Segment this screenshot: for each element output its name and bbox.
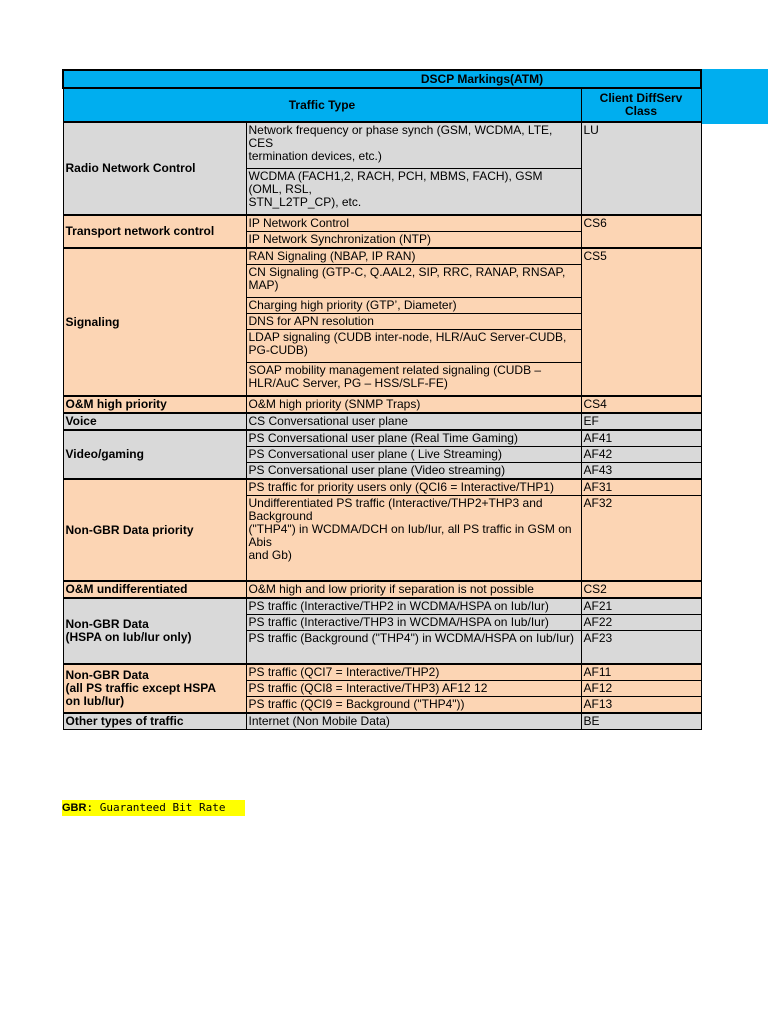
group-non-gbr-data-all-ps: Non-GBR Data (all PS traffic except HSPA on Iub/Iur) — [63, 664, 246, 713]
group-other-traffic: Other types of traffic — [63, 713, 246, 730]
traffic-description: PS traffic (QCI7 = Interactive/THP2) — [246, 664, 581, 681]
diffserv-class: AF41 — [581, 430, 701, 447]
traffic-description: IP Network Synchronization (NTP) — [246, 232, 581, 249]
traffic-description: PS Conversational user plane ( Live Streaming) — [246, 447, 581, 463]
diffserv-class: AF42 — [581, 447, 701, 463]
diffserv-class: CS6 — [581, 215, 701, 248]
group-video-gaming: Video/gaming — [63, 430, 246, 479]
traffic-description: SOAP mobility management related signaling (CUDB – HLR/AuC Server, PG – HSS/SLF-FE) — [246, 363, 581, 397]
traffic-description: DNS for APN resolution — [246, 314, 581, 330]
table-row — [63, 598, 701, 615]
gbr-footnote — [62, 800, 245, 816]
diffserv-class: AF31 — [581, 479, 701, 496]
table-row — [63, 713, 701, 730]
diffserv-class: AF13 — [581, 697, 701, 714]
diffserv-class: AF43 — [581, 463, 701, 480]
group-non-gbr-data-priority: Non-GBR Data priority — [63, 479, 246, 581]
traffic-description: IP Network Control — [246, 215, 581, 232]
traffic-description: WCDMA (FACH1,2, RACH, PCH, MBMS, FACH), GSM (OML, RSL, STN_L2TP_CP), etc. — [246, 169, 581, 216]
traffic-description: Charging high priority (GTP’, Diameter) — [246, 298, 581, 314]
traffic-description: O&M high and low priority if separation is not possible — [246, 581, 581, 598]
traffic-description: PS traffic (QCI9 = Background ("THP4")) — [246, 697, 581, 714]
diffserv-class: AF11 — [581, 664, 701, 681]
diffserv-class: CS5 — [581, 248, 701, 396]
table-row — [63, 248, 701, 265]
footnote-term: GBR — [62, 802, 87, 814]
table-row — [63, 413, 701, 430]
diffserv-class: CS4 — [581, 396, 701, 413]
group-signaling: Signaling — [63, 248, 246, 396]
group-non-gbr-data-hspa: Non-GBR Data (HSPA on Iub/Iur only) — [63, 598, 246, 664]
diffserv-class: CS2 — [581, 581, 701, 598]
group-radio-network-control: Radio Network Control — [63, 122, 246, 215]
footnote-text: : Guaranteed Bit Rate — [86, 801, 226, 814]
traffic-description: Internet (Non Mobile Data) — [246, 713, 581, 730]
diffserv-class: BE — [581, 713, 701, 730]
table-row — [63, 479, 701, 496]
group-om-undifferentiated: O&M undifferentiated — [63, 581, 246, 598]
traffic-description: PS traffic (QCI8 = Interactive/THP3) AF12 12 — [246, 681, 581, 697]
traffic-description: Undifferentiated PS traffic (Interactive/THP2+THP3 and Background ("THP4") in WCDMA/DCH on Iub/Iur, all PS traffic in GSM on Abis and Gb) — [246, 496, 581, 582]
diffserv-class: LU — [581, 122, 701, 215]
traffic-description: LDAP signaling (CUDB inter-node, HLR/AuC Server-CUDB, PG-CUDB) — [246, 330, 581, 363]
traffic-description: CS Conversational user plane — [246, 413, 581, 430]
diffserv-class: AF32 — [581, 496, 701, 582]
table-row — [63, 396, 701, 413]
client-class-header: Client DiffServ Class — [581, 88, 701, 122]
traffic-description: PS traffic (Interactive/THP3 in WCDMA/HSPA on Iub/Iur) — [246, 615, 581, 631]
table-title: DSCP Markings(ATM) — [63, 70, 701, 88]
traffic-description: PS traffic for priority users only (QCI6 = Interactive/THP1) — [246, 479, 581, 496]
traffic-type-header: Traffic Type — [63, 88, 581, 122]
title-row — [63, 70, 701, 88]
diffserv-class: AF22 — [581, 615, 701, 631]
table-row — [63, 664, 701, 681]
table-row — [63, 430, 701, 447]
table-row — [63, 581, 701, 598]
traffic-description: RAN Signaling (NBAP, IP RAN) — [246, 248, 581, 265]
table-row — [63, 215, 701, 232]
traffic-description: Network frequency or phase synch (GSM, WCDMA, LTE, CES termination devices, etc.) — [246, 122, 581, 169]
traffic-description: PS traffic (Background ("THP4") in WCDMA/HSPA on Iub/Iur) — [246, 631, 581, 665]
side-accent-tab — [700, 69, 768, 124]
group-transport-network-control: Transport network control — [63, 215, 246, 248]
traffic-description: CN Signaling (GTP-C, Q.AAL2, SIP, RRC, RANAP, RNSAP, MAP) — [246, 265, 581, 298]
dscp-markings-table — [62, 69, 702, 730]
traffic-description: O&M high priority (SNMP Traps) — [246, 396, 581, 413]
header-row — [63, 88, 701, 122]
traffic-description: PS Conversational user plane (Video streaming) — [246, 463, 581, 480]
diffserv-class: EF — [581, 413, 701, 430]
traffic-description: PS traffic (Interactive/THP2 in WCDMA/HSPA on Iub/Iur) — [246, 598, 581, 615]
traffic-description: PS Conversational user plane (Real Time Gaming) — [246, 430, 581, 447]
group-voice: Voice — [63, 413, 246, 430]
table-row — [63, 122, 701, 169]
group-om-high-priority: O&M high priority — [63, 396, 246, 413]
diffserv-class: AF23 — [581, 631, 701, 665]
diffserv-class: AF21 — [581, 598, 701, 615]
diffserv-class: AF12 — [581, 681, 701, 697]
